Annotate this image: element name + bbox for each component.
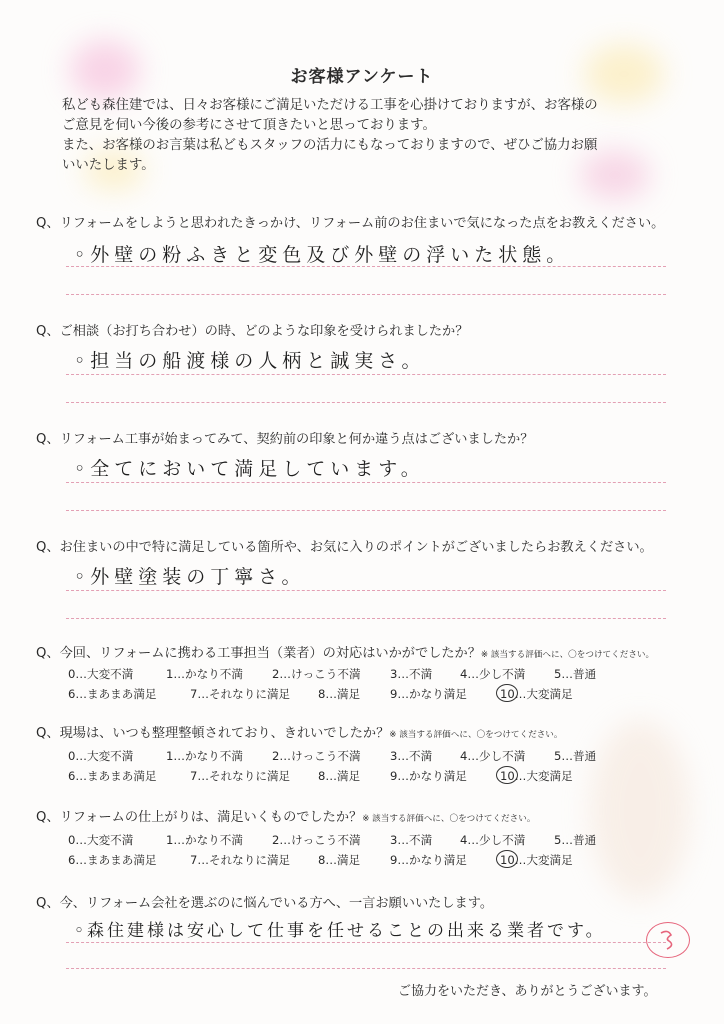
rating-option-0[interactable]: 0…大変不満 bbox=[68, 833, 134, 847]
rating-option-1[interactable]: 1…かなり不満 bbox=[166, 833, 243, 847]
intro-line: ご意見を伺い今後の参考にさせて頂きたいと思っております。 bbox=[62, 118, 436, 133]
rating-option-5[interactable]: 5…普通 bbox=[554, 667, 597, 681]
rating-option-5[interactable]: 5…普通 bbox=[554, 833, 597, 847]
answer-1: ◦外壁の粉ふきと変色及び外壁の浮いた状態。 bbox=[74, 244, 571, 266]
rating-option-9[interactable]: 9…かなり満足 bbox=[390, 769, 467, 783]
rating-option-6[interactable]: 6…まあまあ満足 bbox=[68, 769, 157, 783]
rating-option-7[interactable]: 7…それなりに満足 bbox=[190, 687, 291, 701]
question-3: Q、リフォーム工事が始まってみて、契約前の印象と何か違う点はございましたか？ bbox=[36, 432, 534, 447]
rating-option-label: 10…大変満足 bbox=[500, 687, 573, 701]
answer-line bbox=[66, 510, 666, 511]
rating-option-8[interactable]: 8…満足 bbox=[318, 853, 361, 867]
rating-option-10[interactable] bbox=[500, 686, 573, 702]
closing-text: ご協力をいただき、ありがとうございます。 bbox=[398, 984, 657, 999]
check-stamp bbox=[646, 922, 690, 958]
rating-option-label: 10…大変満足 bbox=[500, 853, 573, 867]
rating-option-0[interactable]: 0…大変不満 bbox=[68, 667, 134, 681]
answer-3: ◦全てにおいて満足しています。 bbox=[74, 458, 425, 480]
question-final: Q、今、リフォーム会社を選ぶのに悩んでいる方へ、一言お願いいたします。 bbox=[36, 896, 494, 911]
answer-line bbox=[66, 266, 666, 267]
rating-option-5[interactable]: 5…普通 bbox=[554, 749, 597, 763]
rating-question-text: Q、現場は、いつも整理整頓されており、きれいでしたか？ bbox=[36, 726, 390, 741]
stamp-mark-icon bbox=[653, 927, 683, 953]
page-title: お客様アンケート bbox=[290, 67, 434, 87]
question-4: Q、お住まいの中で特に満足している箇所や、お気に入りのポイントがございましたらお教えください。 bbox=[36, 540, 653, 555]
rating-option-10[interactable] bbox=[500, 768, 573, 784]
rating-option-7[interactable]: 7…それなりに満足 bbox=[190, 853, 291, 867]
rating-option-8[interactable]: 8…満足 bbox=[318, 687, 361, 701]
rating-option-3[interactable]: 3…不満 bbox=[390, 667, 433, 681]
rating-question-text: Q、リフォームの仕上がりは、満足いくものでしたか？ bbox=[36, 810, 363, 825]
intro-line: 私ども森住建では、日々お客様にご満足いただける工事を心掛けておりますが、お客様の bbox=[62, 98, 598, 113]
rating-option-2[interactable]: 2…けっこう不満 bbox=[272, 749, 361, 763]
rating-option-4[interactable]: 4…少し不満 bbox=[460, 667, 526, 681]
rating-option-6[interactable]: 6…まあまあ満足 bbox=[68, 853, 157, 867]
rating-note: ※ 該当する評価へに、〇をつけてください。 bbox=[480, 650, 655, 660]
rating-option-4[interactable]: 4…少し不満 bbox=[460, 749, 526, 763]
intro-line: また、お客様のお言葉は私どもスタッフの活力にもなっておりますので、ぜひご協力お願 bbox=[62, 138, 598, 153]
intro-text bbox=[62, 96, 682, 176]
answer-line bbox=[66, 618, 666, 619]
rating-option-3[interactable]: 3…不満 bbox=[390, 833, 433, 847]
answer-4: ◦外壁塗装の丁寧さ。 bbox=[74, 566, 306, 588]
selected-circle bbox=[496, 766, 518, 784]
rating-option-2[interactable]: 2…けっこう不満 bbox=[272, 833, 361, 847]
rating-option-7[interactable]: 7…それなりに満足 bbox=[190, 769, 291, 783]
question-2: Q、ご相談（お打ち合わせ）の時、どのような印象を受けられましたか？ bbox=[36, 324, 469, 339]
intro-line: いいたします。 bbox=[62, 158, 155, 173]
rating-option-3[interactable]: 3…不満 bbox=[390, 749, 433, 763]
question-1: Q、リフォームをしようと思われたきっかけ、リフォーム前のお住まいで気になった点をお教えください。 bbox=[36, 216, 665, 231]
rating-option-1[interactable]: 1…かなり不満 bbox=[166, 749, 243, 763]
rating-question-text: Q、今回、リフォームに携わる工事担当（業者）の対応はいかがでしたか？ bbox=[36, 646, 481, 661]
answer-line bbox=[66, 294, 666, 295]
answer-line bbox=[66, 968, 666, 969]
selected-circle bbox=[496, 850, 518, 868]
answer-line bbox=[66, 482, 666, 483]
rating-question-2 bbox=[36, 722, 562, 741]
rating-note: ※ 該当する評価へに、〇をつけてください。 bbox=[362, 814, 536, 824]
rating-option-10[interactable] bbox=[500, 852, 573, 868]
rating-note: ※ 該当する評価へに、〇をつけてください。 bbox=[389, 730, 563, 740]
answer-line bbox=[66, 590, 666, 591]
decor-blob-flowers bbox=[590, 720, 690, 900]
rating-option-1[interactable]: 1…かなり不満 bbox=[166, 667, 243, 681]
answer-2: ◦担当の船渡様の人柄と誠実さ。 bbox=[74, 350, 426, 372]
selected-circle bbox=[496, 684, 518, 702]
rating-option-6[interactable]: 6…まあまあ満足 bbox=[68, 687, 157, 701]
rating-option-9[interactable]: 9…かなり満足 bbox=[390, 853, 467, 867]
rating-option-8[interactable]: 8…満足 bbox=[318, 769, 361, 783]
answer-line bbox=[66, 402, 666, 403]
rating-option-0[interactable]: 0…大変不満 bbox=[68, 749, 134, 763]
answer-line bbox=[66, 942, 666, 943]
rating-question-3 bbox=[36, 806, 535, 825]
answer-final: ◦森住建様は安心して仕事を任せることの出来る業者です。 bbox=[74, 921, 606, 941]
rating-question-1 bbox=[36, 642, 654, 661]
rating-option-9[interactable]: 9…かなり満足 bbox=[390, 687, 467, 701]
rating-option-2[interactable]: 2…けっこう不満 bbox=[272, 667, 361, 681]
rating-option-label: 10…大変満足 bbox=[500, 769, 573, 783]
rating-option-4[interactable]: 4…少し不満 bbox=[460, 833, 526, 847]
answer-line bbox=[66, 374, 666, 375]
